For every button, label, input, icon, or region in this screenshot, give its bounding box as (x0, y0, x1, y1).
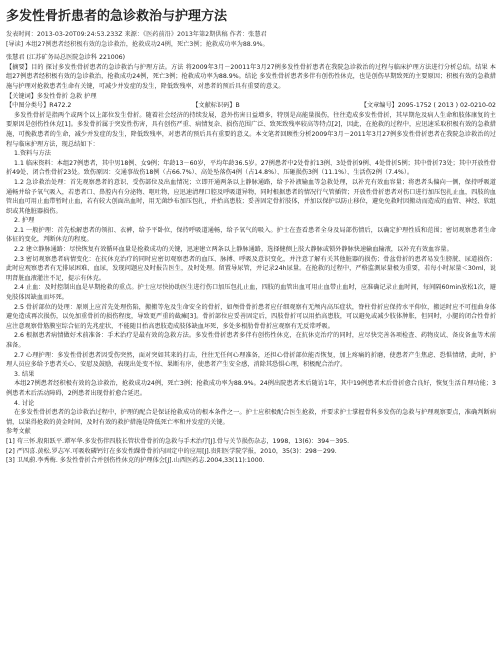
author-line: 张慧君 (江苏矿务局总医院急诊科 221006) (6, 54, 126, 62)
article-id: 【文章编号】2095-1752 ( 2013 ) 02-0210-02 (360, 102, 496, 110)
section-2-2: 2.2 建立静脉通路：尽快恢复有效循环血量是抢救成功的关键，迅速建立两条以上静脉通路，选择健侧上肢大静脉或锁外静脉快速输血输液，以补充有效血容量。 (14, 246, 453, 254)
keywords: 【关键词】多发性骨折 急救 护理 (6, 92, 97, 100)
section-2-7: 2.7 心理护理：多发性骨折患者因受伤突然，面对突如其来的打击，往往无任何心理准备，还担心骨折部位能否恢复，加上疼痛的折磨，使患者产生焦虑、恐惧情绪，此时，护理人员应多给予患者关心、安慰及鼓励，表现出处变不惊、果断有序，使患者产生安全感，消除其恐惧心理，积极配合治疗。 (6, 351, 496, 369)
section-4-heading: 4. 讨论 (14, 399, 35, 407)
intro-paragraph: 多发性骨折是指两个或两个以上部位发生骨折。随着社会经济的持续发展，意外伤害日益增多，特别是高能量损伤，往往造成多发性骨折，其早期危及病人生命和肢体康复的主要原因是创伤性休克[1]。多发骨折属于突发性伤害，具有创伤严重、病情复杂、损伤范围广泛、致死致残率较高等特点[2]，因此，在抢救的过程中，应迅速采取积极有效的急救措施，可挽救患者的生命，减少并发症的发生，降低致残率，对患者的预后具有重要的意义。本文笔者回顾性分析2009年3月－2011年3月27例多发性骨折患者在我院急诊救治的过程与临床护理方法，现总结如下： (6, 111, 496, 148)
section-1-2: 1.2 急诊救治处理：首先观察患者的意识、受伤部位及出血情况；立即开通两条以上静脉通路，给予补液输血等急救处理，以补充有效血容量；将患者头偏向一侧，保持呼吸道通畅并给予氧气吸入，若患者口、鼻腔内有分泌物、呕吐物，应迅速清理口腔及呼吸道异物，同时根据患者的情况行气管插管；开放性骨折患者对伤口进行加压包扎止血，四肢的血管出血可用止血带暂时止血，若有较大创面出血时，用无菌纱布加压包扎，并抬高患肢；妥善固定骨折肢体，并加以保护以防止移位，避免免救时因搬动而造成的血管、神经、软组织或其他脏器损伤。 (6, 178, 496, 215)
doc-code: 【文献标识码】B (192, 102, 240, 110)
section-2-1: 2.1 一般护理：首先松解患者的领扣、衣裤，给予平卧位，保持呼吸道通畅，给予氧气的吸入。护士在查看患者全身及局部伤情后，以确定护理性质和范围；密切观察患者生命体征的变化，判断休克的程度。 (6, 226, 496, 244)
section-4-body: 在多发性骨折患者的急诊救治过程中，护理的配合是保证抢救成功的根本条件之一。护士应积极配合医生抢救，并要求护士掌握骨科多发伤的急救与护理观察要点，准确判断病情，以果得抢救的黄金时间，及时有效的救护措施是降低死亡率和并发症的关键。 (6, 409, 496, 426)
lead-text: [导读] 本组27例患者经积极有效的急诊救治，抢救成功24例，死亡3例；抢救成功率为88.9%。 (6, 40, 269, 48)
reference-item: [1] 苟三怀.殷阳跃平.谭军华.多发伤伴四肢长管状骨骨折的急救与手术治疗[J].骨与关节损伤杂志，1998，13(6)：394－395. (6, 437, 350, 445)
publish-info: 发表时间：2013-03-20T09:24:53.233Z 来源：《医药前沿》2013年第2期供稿 作者：张慧君 (6, 31, 267, 38)
article-title: 多发性骨折患者的急诊救治与护理方法 (6, 9, 228, 24)
section-2-6: 2.6 根据患者病情做好术前准备：手术治疗是最有效的急救方法。多发性骨折患者多伴有创伤性休克，在抗休克治疗的同时，应尽快完善各项检查、药物皮试、备皮备血等术前准备。 (6, 332, 496, 349)
section-2-3: 2.3 密切观察患者病情变化：在抗休克治疗的同时应密切观察患者的血压、脉搏、呼吸及意识变化，并注意了解有关其他脏器的损伤；骨盆骨折的患者易发生膀胱、尿道损伤；此时应观察患者有无排尿困难、血尿，发现问题应及时报告医生，及时处理。留置导尿管，并记录24h尿量。在抢救的过程中，严格监测尿量极为重要，若每小时尿量＜30ml，说明肾脏血液灌注不足，提示有休克。 (6, 255, 496, 282)
section-3-heading: 3. 结果 (14, 370, 35, 378)
reference-item: [2] 严四喜.黄松.罗志军.可吸收磷钙钉在多发性踝骨骨折内固定中的应用[J].贵阳医学院学报，2010，35(3)：298－299. (6, 447, 337, 455)
section-1-1: 1.1 临床资料：本组27例患者，其中男18例、女9例；年龄13－60岁，平均年龄36.5岁。27例患者中2处骨折13例、3处骨折9例、4处骨折5例；其中骨折73处；其中开放性骨折49处、闭合性骨折23处。致伤原因：交通事故伤18例（占66.7%）、高处坠落伤4例（占14.8%）、压砸损伤3例（11.1%）、生活伤2例（7.4%）。 (6, 159, 496, 177)
section-3-body: 本组27例患者经积极有效的急诊救治，抢救成功24例，死亡3例；抢救成功率为88.9%。24例出院患者术后随访1年，其中19例患者术后骨折愈合良好，恢复生活自理功能；3例患者术后活动障碍，2例患者出现骨折愈合延迟。 (6, 380, 496, 397)
reference-item: [3] 卫凤蔚.李秀梅. 多发性骨折合并创伤性休克的护理体会[J].山西医药志.2004,33(11):1000. (6, 457, 265, 465)
references-heading: 参考文献 (6, 428, 31, 436)
abstract: 【摘要】目的 探讨多发性骨折患者的急诊救治与护理方法。方法 将2009年3月－20011年3月27例多发性骨折患者在我院急诊救治的过程与临床护理方法进行分析总结。结果 本组27例患者经积极有效的急诊救治，抢救成功24例，死亡3例；抢救成功率为88.9%。结论 多发性骨折患者多伴有创伤性休克，也是创伤早期致死的主要原因；积极有效的急救措施与护理对抢救患者生命有关键，可减少并发症的发生，降低致残率，对患者的预后具有重要的意义。 (6, 63, 496, 90)
section-2-4: 2.4 止血：及时控制出血是早期抢救的重点。护士应尽快协助医生进行伤口加压包扎止血，四肢的血管出血可用止血带止血时，应准确记录止血时间，每间隔60min放松1次，避免肢体因缺血而坏死。 (6, 284, 496, 302)
classification-row (6, 101, 496, 111)
clc-code: 【中图分类号】R472.2 (6, 102, 72, 110)
section-2-5: 2.5 骨折部位的处理：原则上应首先处理伤陷，搬搬等危及生命安全的骨折，如颅骨骨折患者应仔细观察有无颅内高压症状，脊柱骨折应保持水平仰位，搬运时应不可扭曲身体避免造成再次损伤，以免加重骨折的损伤程度，导致更严重的截瘫[3]。骨折部位应妥善固定后，四肢骨折可以用抬高患肢，可以避免或减少肢体肿胀，但同时，小腿的闭合性骨折应注意观察骨筋膜室综合征的先兆症状，不能随目抬高患肢造成肢体缺血坏死，多处多根肋骨骨折应观察有无反常呼吸。 (6, 303, 496, 330)
section-1-heading: 1.资料与方法 (14, 150, 51, 158)
section-2-heading: 2. 护理 (14, 217, 35, 225)
